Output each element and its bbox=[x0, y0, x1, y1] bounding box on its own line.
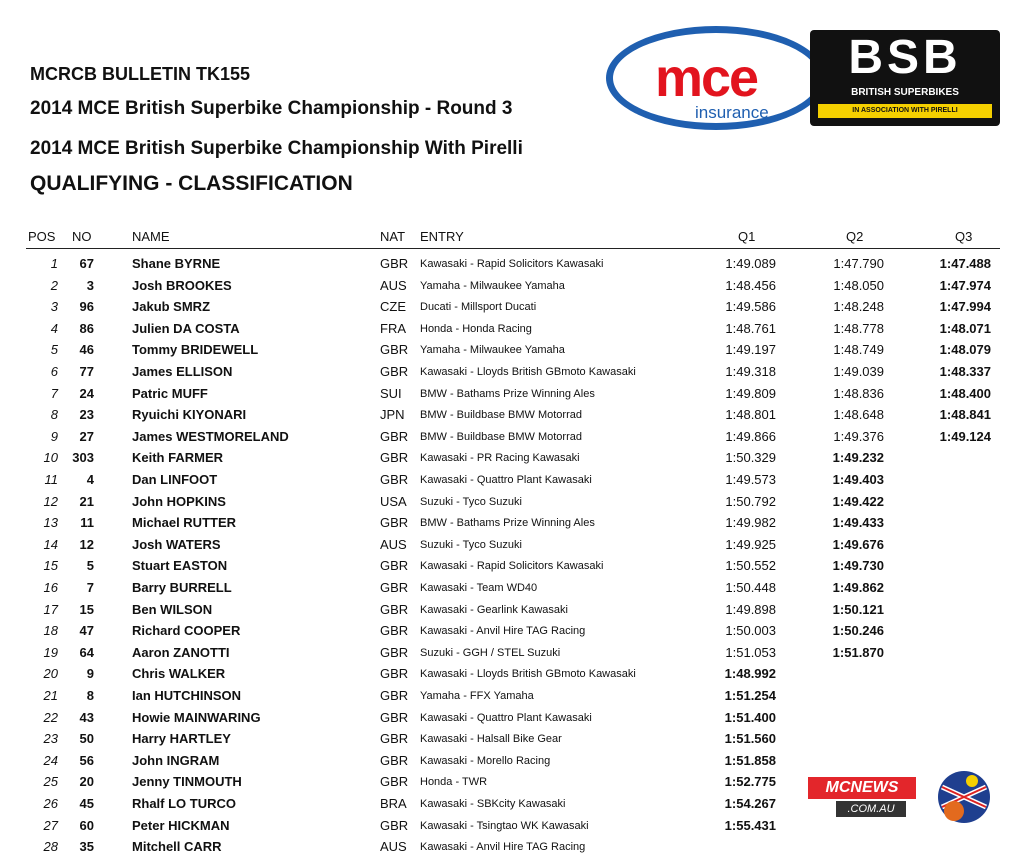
table-row bbox=[0, 386, 1024, 407]
row-rider-name: Jakub SMRZ bbox=[132, 299, 211, 315]
table-row bbox=[0, 407, 1024, 428]
row-q1-time: 1:51.858 bbox=[724, 752, 776, 768]
row-nationality: GBR bbox=[380, 644, 409, 660]
row-rider-name: Josh WATERS bbox=[132, 536, 221, 552]
row-rider-name: Michael RUTTER bbox=[132, 515, 237, 531]
row-number: 96 bbox=[79, 299, 94, 315]
row-number: 56 bbox=[79, 752, 94, 768]
row-nationality: FRA bbox=[380, 320, 406, 336]
row-q1-time: 1:50.792 bbox=[725, 493, 776, 509]
row-entry: Kawasaki - SBKcity Kawasaki bbox=[420, 798, 566, 810]
row-q1-time: 1:55.431 bbox=[724, 817, 776, 833]
col-q3: Q3 bbox=[955, 229, 973, 244]
row-rider-name: James ELLISON bbox=[132, 364, 233, 379]
table-row bbox=[0, 450, 1024, 471]
row-rider-name: Patric MUFF bbox=[132, 385, 208, 401]
row-nationality: GBR bbox=[380, 774, 409, 790]
row-q1-time: 1:51.560 bbox=[724, 731, 776, 747]
row-rider-name: Ian HUTCHINSON bbox=[132, 688, 242, 703]
row-q1-time: 1:49.866 bbox=[725, 428, 776, 444]
row-entry: Kawasaki - PR Racing Kawasaki bbox=[420, 452, 580, 465]
row-q2-time: 1:49.730 bbox=[832, 558, 884, 574]
col-no: NO bbox=[72, 229, 92, 244]
row-q1-time: 1:49.089 bbox=[725, 256, 776, 271]
row-rider-name: John INGRAM bbox=[132, 752, 220, 768]
row-entry: BMW - Bathams Prize Winning Ales bbox=[420, 517, 595, 530]
row-q3-time: 1:49.124 bbox=[939, 428, 991, 444]
row-rider-name: Barry BURRELL bbox=[132, 580, 232, 595]
row-nationality: GBR bbox=[380, 709, 409, 725]
bulletin-title: MCRCB BULLETIN TK155 bbox=[30, 64, 251, 84]
row-q1-time: 1:51.053 bbox=[725, 644, 776, 660]
row-pos: 10 bbox=[43, 450, 58, 466]
row-q2-time: 1:48.836 bbox=[833, 385, 884, 401]
row-entry: Suzuki - Tyco Suzuki bbox=[420, 538, 522, 551]
row-q1-time: 1:49.925 bbox=[725, 536, 776, 552]
row-number: 67 bbox=[79, 256, 94, 271]
row-q1-time: 1:51.400 bbox=[724, 709, 776, 725]
row-q2-time: 1:49.403 bbox=[832, 472, 884, 487]
table-row bbox=[0, 580, 1024, 601]
row-rider-name: Aaron ZANOTTI bbox=[132, 644, 230, 660]
row-q1-time: 1:49.809 bbox=[725, 385, 776, 401]
row-nationality: GBR bbox=[380, 688, 409, 703]
row-entry: Kawasaki - Lloyds British GBmoto Kawasaki bbox=[420, 366, 636, 378]
table-row bbox=[0, 494, 1024, 515]
row-q1-time: 1:49.898 bbox=[725, 601, 776, 617]
row-rider-name: Stuart EASTON bbox=[132, 558, 228, 574]
row-entry: Yamaha - FFX Yamaha bbox=[420, 690, 534, 702]
row-q2-time: 1:48.648 bbox=[833, 407, 884, 423]
table-row bbox=[0, 688, 1024, 709]
row-pos: 14 bbox=[43, 536, 58, 552]
round-title: 2014 MCE British Superbike Championship - Round 3 bbox=[30, 98, 513, 119]
row-rider-name: Josh BROOKES bbox=[132, 277, 232, 293]
bsb-logo-subtext: BRITISH SUPERBIKES bbox=[851, 87, 959, 98]
row-q1-time: 1:49.197 bbox=[725, 342, 776, 358]
table-row bbox=[0, 558, 1024, 579]
bsb-logo bbox=[810, 30, 1000, 126]
row-rider-name: John HOPKINS bbox=[132, 493, 226, 509]
row-pos: 3 bbox=[50, 299, 58, 315]
row-entry: Kawasaki - Anvil Hire TAG Racing bbox=[420, 841, 586, 854]
row-entry: Suzuki - GGH / STEL Suzuki bbox=[420, 646, 561, 659]
row-rider-name: Dan LINFOOT bbox=[132, 472, 218, 487]
row-q1-time: 1:50.329 bbox=[725, 450, 776, 466]
row-number: 9 bbox=[86, 666, 94, 682]
row-entry: Yamaha - Milwaukee Yamaha bbox=[420, 279, 565, 292]
row-entry: Honda - TWR bbox=[420, 776, 488, 789]
table-row bbox=[0, 515, 1024, 536]
row-q2-time: 1:49.862 bbox=[832, 580, 884, 595]
row-q3-time: 1:47.994 bbox=[939, 299, 991, 315]
mce-logo-text: mce bbox=[655, 48, 758, 108]
row-rider-name: Julien DA COSTA bbox=[132, 320, 240, 336]
row-entry: Kawasaki - Tsingtao WK Kawasaki bbox=[420, 819, 589, 832]
row-nationality: GBR bbox=[380, 666, 409, 682]
row-pos: 9 bbox=[50, 428, 58, 444]
row-pos: 1 bbox=[50, 256, 58, 271]
row-number: 11 bbox=[80, 515, 94, 531]
sponsor-logos bbox=[606, 22, 1002, 132]
row-pos: 24 bbox=[43, 752, 58, 768]
row-pos: 28 bbox=[43, 839, 58, 855]
table-row bbox=[0, 602, 1024, 623]
mce-logo-subtext: insurance bbox=[695, 103, 769, 122]
row-nationality: GBR bbox=[380, 472, 409, 487]
row-pos: 17 bbox=[43, 601, 58, 617]
row-number: 50 bbox=[79, 731, 94, 747]
row-q3-time: 1:48.337 bbox=[939, 364, 991, 379]
row-number: 35 bbox=[79, 839, 94, 855]
table-row bbox=[0, 299, 1024, 320]
row-pos: 6 bbox=[50, 364, 58, 379]
row-pos: 21 bbox=[43, 688, 58, 703]
row-q1-time: 1:48.801 bbox=[725, 407, 776, 423]
row-nationality: GBR bbox=[380, 623, 409, 639]
row-q2-time: 1:50.246 bbox=[832, 623, 884, 639]
row-q1-time: 1:48.456 bbox=[725, 277, 776, 293]
row-entry: BMW - Bathams Prize Winning Ales bbox=[420, 387, 595, 400]
row-pos: 7 bbox=[50, 385, 58, 401]
row-rider-name: Ryuichi KIYONARI bbox=[132, 407, 247, 423]
row-entry: Suzuki - Tyco Suzuki bbox=[420, 495, 522, 508]
col-q1: Q1 bbox=[738, 229, 756, 244]
row-q2-time: 1:51.870 bbox=[832, 644, 884, 660]
row-pos: 26 bbox=[43, 796, 58, 811]
row-q2-time: 1:49.676 bbox=[832, 536, 884, 552]
row-q1-time: 1:49.318 bbox=[725, 364, 776, 379]
row-nationality: GBR bbox=[380, 817, 409, 833]
table-row bbox=[0, 537, 1024, 558]
table-row bbox=[0, 429, 1024, 450]
mcnews-watermark bbox=[806, 765, 1000, 829]
row-number: 12 bbox=[79, 536, 94, 552]
row-number: 60 bbox=[79, 817, 94, 833]
table-row bbox=[0, 256, 1024, 277]
championship-title: 2014 MCE British Superbike Championship With Pirelli bbox=[30, 138, 523, 159]
row-entry: Kawasaki - Lloyds British GBmoto Kawasaki bbox=[420, 668, 636, 681]
table-row bbox=[0, 278, 1024, 299]
row-entry: Kawasaki - Morello Racing bbox=[420, 754, 551, 767]
row-entry: Kawasaki - Gearlink Kawasaki bbox=[420, 603, 568, 616]
row-number: 23 bbox=[79, 407, 94, 423]
row-pos: 22 bbox=[43, 709, 58, 725]
row-nationality: GBR bbox=[380, 731, 409, 747]
row-q2-time: 1:48.248 bbox=[833, 299, 884, 315]
row-rider-name: Tommy BRIDEWELL bbox=[132, 342, 259, 358]
row-pos: 23 bbox=[43, 731, 58, 747]
row-q1-time: 1:48.992 bbox=[724, 666, 776, 682]
row-nationality: GBR bbox=[380, 752, 409, 768]
row-nationality: GBR bbox=[380, 450, 409, 466]
row-rider-name: James WESTMORELAND bbox=[132, 428, 289, 444]
row-number: 3 bbox=[86, 277, 94, 293]
row-pos: 15 bbox=[43, 558, 58, 574]
row-q3-time: 1:47.488 bbox=[939, 256, 991, 271]
row-number: 45 bbox=[79, 796, 94, 811]
row-q2-time: 1:48.050 bbox=[833, 277, 884, 293]
row-pos: 27 bbox=[43, 817, 58, 833]
header-rule bbox=[26, 248, 1000, 249]
col-nat: NAT bbox=[380, 229, 406, 244]
row-q3-time: 1:48.079 bbox=[939, 342, 991, 358]
row-number: 46 bbox=[79, 342, 94, 358]
rider-flag-icon bbox=[924, 767, 994, 825]
row-pos: 5 bbox=[50, 342, 58, 358]
row-rider-name: Richard COOPER bbox=[132, 623, 241, 639]
row-entry: Kawasaki - Anvil Hire TAG Racing bbox=[420, 625, 586, 638]
table-row bbox=[0, 623, 1024, 644]
row-pos: 8 bbox=[50, 407, 58, 423]
row-nationality: BRA bbox=[380, 796, 407, 811]
table-row bbox=[0, 645, 1024, 666]
row-number: 43 bbox=[79, 709, 94, 725]
row-q1-time: 1:51.254 bbox=[724, 688, 776, 703]
row-entry: Ducati - Millsport Ducati bbox=[420, 301, 537, 314]
row-q2-time: 1:49.232 bbox=[832, 450, 884, 466]
row-pos: 12 bbox=[43, 493, 58, 509]
row-q2-time: 1:48.749 bbox=[833, 342, 884, 358]
row-entry: Kawasaki - Team WD40 bbox=[420, 582, 538, 594]
row-q1-time: 1:50.448 bbox=[725, 580, 776, 595]
col-name: NAME bbox=[132, 229, 170, 244]
row-entry: Kawasaki - Rapid Solicitors Kawasaki bbox=[420, 258, 604, 270]
row-rider-name: Ben WILSON bbox=[132, 601, 213, 617]
row-nationality: GBR bbox=[380, 558, 409, 574]
row-q1-time: 1:52.775 bbox=[724, 774, 776, 790]
row-pos: 25 bbox=[43, 774, 58, 790]
row-nationality: GBR bbox=[380, 342, 409, 358]
col-pos: POS bbox=[28, 229, 56, 244]
row-rider-name: Chris WALKER bbox=[132, 666, 226, 682]
pirelli-tag: IN ASSOCIATION WITH PIRELLI bbox=[818, 104, 992, 118]
row-pos: 2 bbox=[50, 277, 58, 293]
row-number: 21 bbox=[79, 493, 94, 509]
row-number: 7 bbox=[86, 580, 94, 595]
row-q2-time: 1:48.778 bbox=[833, 320, 884, 336]
col-q2: Q2 bbox=[846, 229, 864, 244]
row-nationality: JPN bbox=[380, 407, 405, 423]
row-entry: Honda - Honda Racing bbox=[420, 322, 532, 335]
row-nationality: USA bbox=[380, 493, 407, 509]
row-q2-time: 1:50.121 bbox=[832, 601, 884, 617]
row-rider-name: Rhalf LO TURCO bbox=[132, 796, 236, 811]
row-q2-time: 1:49.433 bbox=[832, 515, 884, 531]
row-q3-time: 1:48.071 bbox=[939, 320, 991, 336]
row-pos: 4 bbox=[50, 320, 58, 336]
row-entry: Kawasaki - Halsall Bike Gear bbox=[420, 733, 562, 746]
table-row bbox=[0, 839, 1024, 860]
row-q3-time: 1:48.841 bbox=[939, 407, 991, 423]
row-nationality: GBR bbox=[380, 428, 409, 444]
row-entry: BMW - Buildbase BMW Motorrad bbox=[420, 409, 582, 422]
row-q1-time: 1:49.982 bbox=[725, 515, 776, 531]
row-nationality: SUI bbox=[380, 385, 402, 401]
mcnews-logo-text: MCNEWS bbox=[808, 777, 916, 799]
row-number: 5 bbox=[86, 558, 94, 574]
row-number: 303 bbox=[72, 450, 94, 466]
row-number: 77 bbox=[79, 364, 94, 379]
row-entry: Kawasaki - Quattro Plant Kawasaki bbox=[420, 474, 592, 486]
row-q1-time: 1:49.586 bbox=[725, 299, 776, 315]
row-nationality: AUS bbox=[380, 536, 407, 552]
row-entry: Kawasaki - Rapid Solicitors Kawasaki bbox=[420, 560, 604, 573]
row-q2-time: 1:49.376 bbox=[833, 428, 884, 444]
row-q2-time: 1:49.422 bbox=[832, 493, 884, 509]
row-entry: BMW - Buildbase BMW Motorrad bbox=[420, 430, 582, 443]
row-q3-time: 1:47.974 bbox=[939, 277, 991, 293]
row-rider-name: Howie MAINWARING bbox=[132, 709, 261, 725]
table-row bbox=[0, 666, 1024, 687]
row-rider-name: Shane BYRNE bbox=[132, 256, 221, 271]
table-row bbox=[0, 321, 1024, 342]
row-nationality: GBR bbox=[380, 515, 409, 531]
row-pos: 16 bbox=[43, 580, 58, 595]
row-rider-name: Harry HARTLEY bbox=[132, 731, 231, 747]
row-nationality: GBR bbox=[380, 256, 409, 271]
row-nationality: AUS bbox=[380, 277, 407, 293]
row-nationality: GBR bbox=[380, 364, 409, 379]
row-q1-time: 1:48.761 bbox=[725, 320, 776, 336]
row-q1-time: 1:50.003 bbox=[725, 623, 776, 639]
row-number: 86 bbox=[79, 320, 94, 336]
bsb-logo-text: BSB bbox=[848, 31, 962, 84]
table-row bbox=[0, 472, 1024, 493]
col-entry: ENTRY bbox=[420, 229, 464, 244]
row-q3-time: 1:48.400 bbox=[939, 385, 991, 401]
row-number: 20 bbox=[79, 774, 94, 790]
table-row bbox=[0, 364, 1024, 385]
row-entry: Yamaha - Milwaukee Yamaha bbox=[420, 344, 565, 357]
row-q1-time: 1:49.573 bbox=[725, 472, 776, 487]
row-number: 4 bbox=[86, 472, 94, 487]
row-number: 24 bbox=[79, 385, 94, 401]
row-rider-name: Keith FARMER bbox=[132, 450, 223, 466]
row-pos: 13 bbox=[43, 515, 58, 531]
row-number: 8 bbox=[86, 688, 94, 703]
row-nationality: AUS bbox=[380, 839, 407, 855]
mce-logo bbox=[606, 26, 826, 130]
row-rider-name: Mitchell CARR bbox=[132, 839, 222, 855]
row-number: 64 bbox=[79, 644, 94, 660]
row-number: 47 bbox=[79, 623, 94, 639]
row-nationality: CZE bbox=[380, 299, 406, 315]
row-pos: 20 bbox=[43, 666, 58, 682]
row-nationality: GBR bbox=[380, 580, 409, 595]
row-entry: Kawasaki - Quattro Plant Kawasaki bbox=[420, 711, 592, 724]
row-q2-time: 1:49.039 bbox=[833, 364, 884, 379]
row-pos: 19 bbox=[43, 644, 58, 660]
row-pos: 11 bbox=[44, 472, 58, 487]
row-rider-name: Peter HICKMAN bbox=[132, 817, 230, 833]
table-row bbox=[0, 342, 1024, 363]
row-nationality: GBR bbox=[380, 601, 409, 617]
table-row bbox=[0, 710, 1024, 731]
row-q2-time: 1:47.790 bbox=[833, 256, 884, 271]
row-pos: 18 bbox=[43, 623, 58, 639]
row-number: 27 bbox=[79, 428, 94, 444]
table-row bbox=[0, 731, 1024, 752]
session-title: QUALIFYING - CLASSIFICATION bbox=[30, 172, 353, 195]
row-q1-time: 1:54.267 bbox=[724, 796, 776, 811]
row-q1-time: 1:50.552 bbox=[725, 558, 776, 574]
row-rider-name: Jenny TINMOUTH bbox=[132, 774, 242, 790]
mcnews-logo-subtext: .COM.AU bbox=[836, 801, 906, 817]
row-number: 15 bbox=[79, 601, 94, 617]
